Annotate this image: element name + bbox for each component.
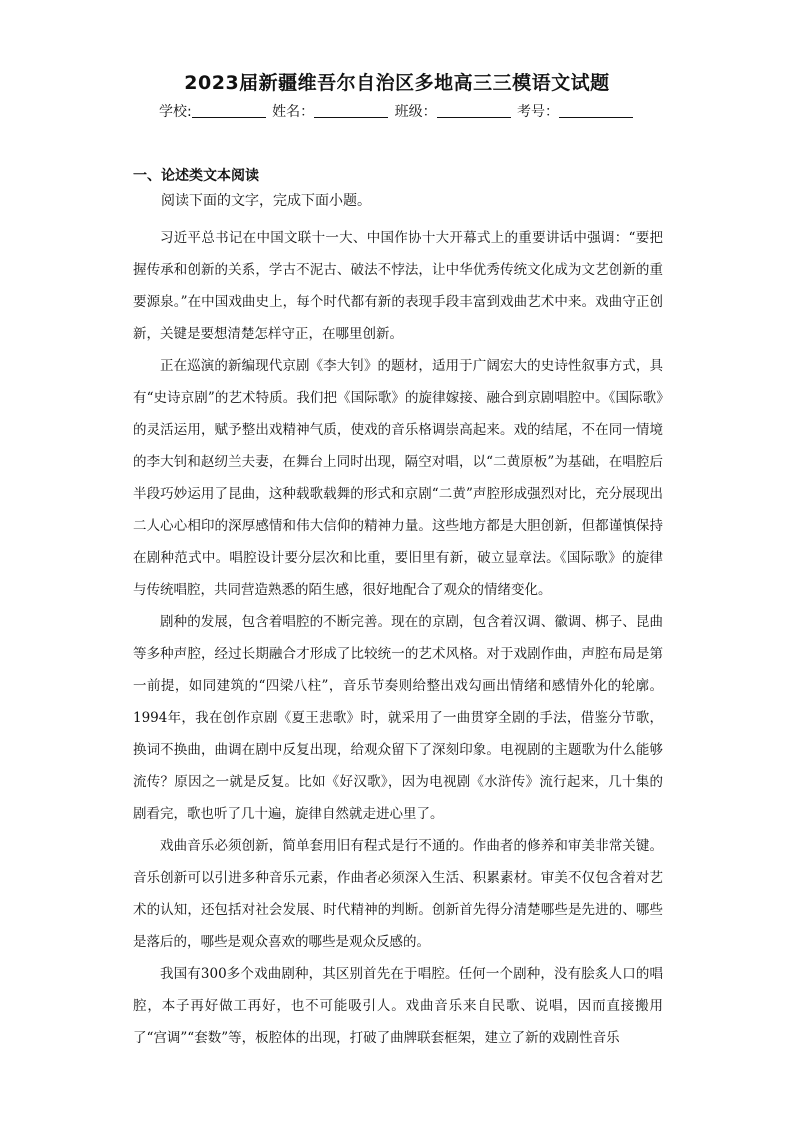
passage-paragraph: 正在巡演的新编现代京剧《李大钊》的题材，适用于广阔宏大的史诗性叙事方式，具有“史诗京剧”的艺术特质。我们把《国际歌》的旋律嫁接、融合到京剧唱腔中。《国际歌》的灵活运用，赋予整出戏精神气质，使戏的音乐格调崇高起来。戏的结尾，不在同一情境的李大钊和赵纫兰夫妻，在舞台上同时出现，隔空对唱，以“二黄原板”为基础，在唱腔后半段巧妙运用了昆曲，这种载歌载舞的形式和京剧“二黄”声腔形成强烈对比，充分展现出二人心心相印的深厚感情和伟大信仰的精神力量。这些地方都是大胆创新，但都谨慎保持在剧种范式中。唱腔设计要分层次和比重，要旧里有新，破立显章法。《国际歌》的旋律与传统唱腔，共同营造熟悉的陌生感，很好地配合了观众的情绪变化。 xyxy=(133,358,663,598)
class-blank[interactable] xyxy=(437,103,511,118)
student-info-row xyxy=(0,101,794,121)
reading-instruction: 阅读下面的文字，完成下面小题。 xyxy=(161,193,371,209)
class-label: 班级： xyxy=(394,104,437,120)
name-label: 姓名： xyxy=(272,104,315,120)
school-label: 学校: xyxy=(158,104,192,120)
passage-paragraph: 剧种的发展，包含着唱腔的不断完善。现在的京剧，包含着汉调、徽调、梆子、昆曲等多种声腔，经过长期融合才形成了比较统一的艺术风格。对于戏剧作曲，声腔布局是第一前提，如同建筑的“四梁八柱”，音乐节奏则给整出戏勾画出情绪和感情外化的轮廓。1994年，我在创作京剧《夏王悲歌》时，就采用了一曲贯穿全剧的手法，借鉴分节歌，换词不换曲，曲调在剧中反复出现，给观众留下了深刻印象。电视剧的主题歌为什么能够流传？原因之一就是反复。比如《好汉歌》，因为电视剧《水浒传》流行起来，几十集的剧看完，歌也听了几十遍，旋律自然就走进心里了。 xyxy=(133,614,663,822)
section-heading: 一、论述类文本阅读 xyxy=(133,168,259,184)
school-blank[interactable] xyxy=(192,103,266,118)
passage-paragraph: 习近平总书记在中国文联十一大、中国作协十大开幕式上的重要讲话中强调：“要把握传承和创新的关系，学古不泥古、破法不悖法，让中华优秀传统文化成为文艺创新的重要源泉。”在中国戏曲史上，每个时代都有新的表现手段丰富到戏曲艺术中来。戏曲守正创新，关键是要想清楚怎样守正，在哪里创新。 xyxy=(133,230,663,342)
exam-number-label: 考号： xyxy=(517,104,560,120)
passage-paragraph: 我国有300多个戏曲剧种，其区别首先在于唱腔。任何一个剧种，没有脍炙人口的唱腔，本子再好做工再好，也不可能吸引人。戏曲音乐来自民歌、说唱，因而直接搬用了“宫调”“套数”等，板腔体的出现，打破了曲牌联套框架，建立了新的戏剧性音乐 xyxy=(133,966,663,1046)
name-blank[interactable] xyxy=(314,103,388,118)
passage xyxy=(133,222,663,1054)
page-title: 2023届新疆维吾尔自治区多地高三三模语文试题 xyxy=(184,72,610,94)
passage-paragraph: 戏曲音乐必须创新，简单套用旧有程式是行不通的。作曲者的修养和审美非常关键。音乐创新可以引进多种音乐元素，作曲者必须深入生活、积累素材。审美不仅包含着对艺术的认知，还包括对社会发展、时代精神的判断。创新首先得分清楚哪些是先进的、哪些是落后的，哪些是观众喜欢的哪些是观众反感的。 xyxy=(133,838,663,950)
exam-number-blank[interactable] xyxy=(559,103,633,118)
